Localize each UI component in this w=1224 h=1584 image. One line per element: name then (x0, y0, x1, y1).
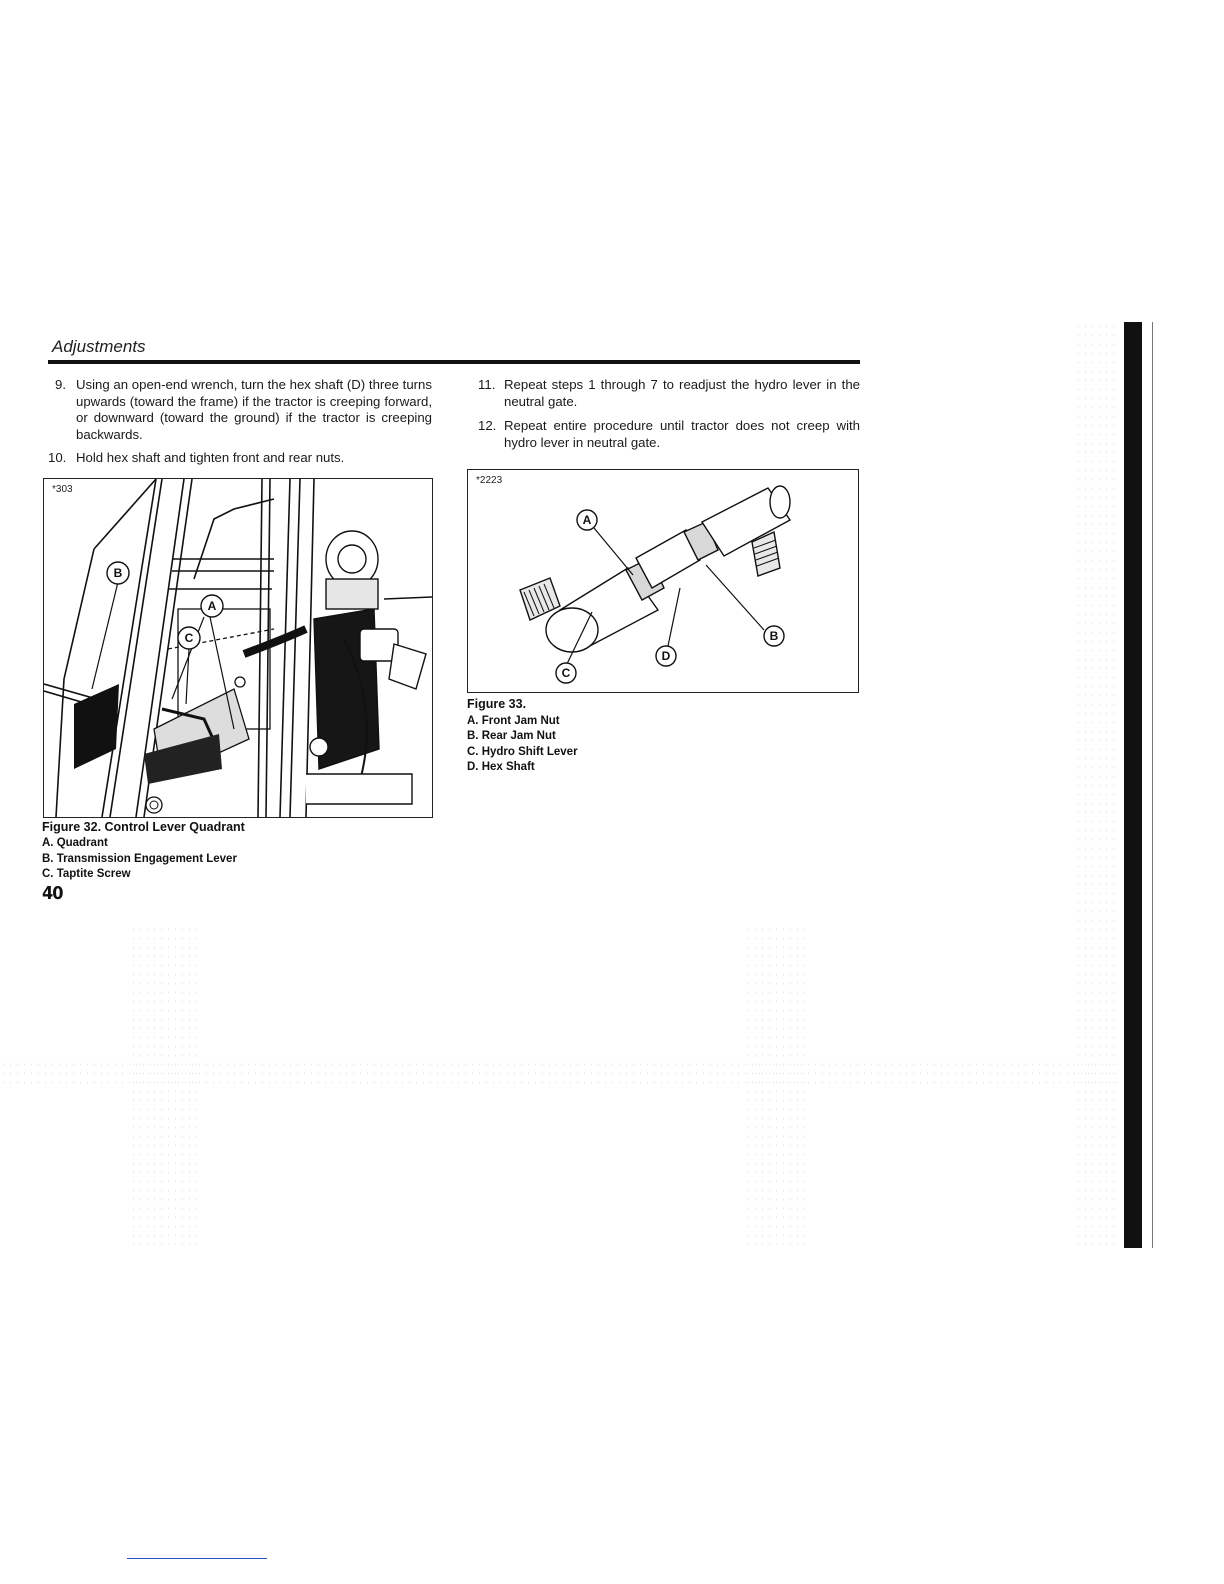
figure-33-callout-b (764, 626, 784, 646)
figure-32-callout-a (201, 595, 223, 617)
step-9 (55, 377, 432, 447)
svg-text:C: C (561, 666, 571, 680)
step-number: 9. (55, 377, 66, 392)
figure-ref: *2223 (476, 475, 503, 486)
svg-text:D: D (661, 649, 671, 663)
scan-noise-edge (1075, 322, 1120, 1248)
scan-binding-edge (1124, 322, 1142, 1248)
step-number: 12. (478, 418, 497, 433)
figure-32-illustration (43, 478, 433, 818)
figure-33-illustration (467, 469, 859, 693)
figure-ref: *303 (52, 484, 73, 495)
figure-33-title: Figure 33. (467, 697, 527, 711)
svg-text:B: B (769, 629, 779, 643)
figure-32-callout-c (178, 627, 200, 649)
step-text: Repeat entire procedure until tractor does not creep with hydro lever in neutral gate. (504, 418, 860, 450)
section-title: Adjustments (52, 337, 146, 356)
step-10 (48, 450, 432, 468)
step-11 (478, 377, 860, 413)
svg-text:B: B (113, 566, 123, 580)
figure-33-item-c: C. Hydro Shift Lever (467, 746, 578, 758)
step-number: 11. (478, 377, 496, 392)
figure-32-title: Figure 32. Control Lever Quadrant (42, 820, 245, 834)
svg-text:A: A (207, 599, 217, 613)
figure-32-item-b: B. Transmission Engagement Lever (42, 853, 237, 865)
step-text: Hold hex shaft and tighten front and rear nuts. (76, 450, 345, 465)
scan-noise-band (0, 1060, 1120, 1090)
step-text: Using an open-end wrench, turn the hex shaft (D) three turns upwards (toward the frame) if the tractor is creeping forward, or downward (toward the ground) if the tractor is creeping backwards. (76, 377, 432, 442)
figure-33-callout-c (556, 663, 576, 683)
page-number: 40 (42, 883, 63, 904)
figure-32-item-a: A. Quadrant (42, 837, 108, 849)
figure-33-item-a: A. Front Jam Nut (467, 715, 560, 727)
step-text: Repeat steps 1 through 7 to readjust the hydro lever in the neutral gate. (504, 377, 860, 409)
svg-text:A: A (582, 513, 592, 527)
header-rule (48, 360, 860, 364)
figure-33-callout-d (656, 646, 676, 666)
svg-text:C: C (184, 631, 194, 645)
figure-32-callout-b (107, 562, 129, 584)
figure-32-item-c: C. Taptite Screw (42, 868, 131, 880)
step-number: 10. (48, 450, 67, 465)
figure-33-item-d: D. Hex Shaft (467, 761, 535, 773)
scan-edge-line (1152, 322, 1153, 1248)
figure-33-callout-a (577, 510, 597, 530)
step-12 (478, 418, 860, 454)
footnote-rule (127, 1558, 267, 1559)
figure-33-item-b: B. Rear Jam Nut (467, 730, 556, 742)
